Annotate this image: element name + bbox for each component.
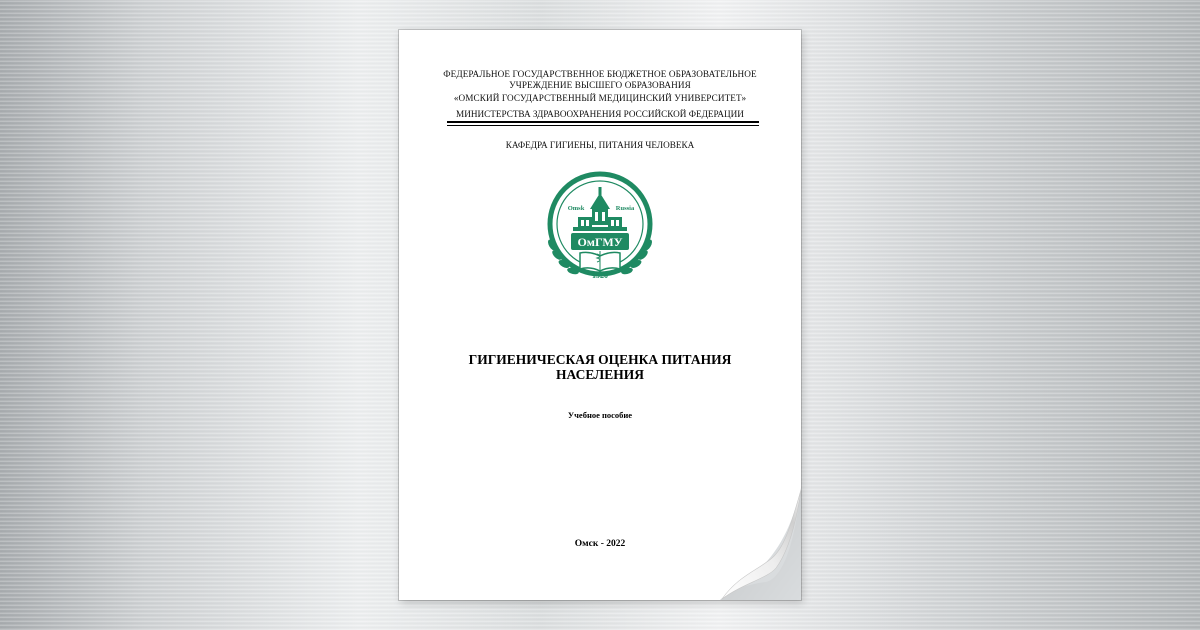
document-subtitle: Учебное пособие (567, 410, 633, 420)
title-line-1: ГИГИЕНИЧЕСКАЯ ОЦЕНКА ПИТАНИЯ (468, 352, 732, 367)
emblem-year: 1920 (592, 271, 608, 280)
emblem-name: ОмГМУ (577, 235, 623, 249)
university-emblem (543, 167, 657, 283)
document-page (399, 30, 801, 600)
header-line-2: УЧРЕЖДЕНИЕ ВЫСШЕГО ОБРАЗОВАНИЯ (509, 79, 691, 90)
page-curl (720, 488, 801, 600)
document-title (399, 352, 801, 382)
department-name: КАФЕДРА ГИГИЕНЫ, ПИТАНИЯ ЧЕЛОВЕКА (505, 140, 695, 150)
document-footer: Омск - 2022 (574, 539, 626, 549)
institution-header (399, 69, 801, 122)
header-line-3: «ОМСКИЙ ГОСУДАРСТВЕННЫЙ МЕДИЦИНСКИЙ УНИВЕРСИТЕТ» (453, 93, 747, 103)
ministry-line: МИНИСТЕРСТВА ЗДРАВООХРАНЕНИЯ РОССИЙСКОЙ ФЕДЕРАЦИИ (456, 108, 744, 119)
header-divider (447, 121, 759, 126)
emblem-text-omsk: Omsk (567, 205, 585, 212)
header-line-1: ФЕДЕРАЛЬНОЕ ГОСУДАРСТВЕННОЕ БЮДЖЕТНОЕ ОБРАЗОВАТЕЛЬНОЕ (443, 69, 757, 79)
title-line-2: НАСЕЛЕНИЯ (556, 367, 644, 382)
emblem-text-russia: Russia (615, 205, 635, 212)
